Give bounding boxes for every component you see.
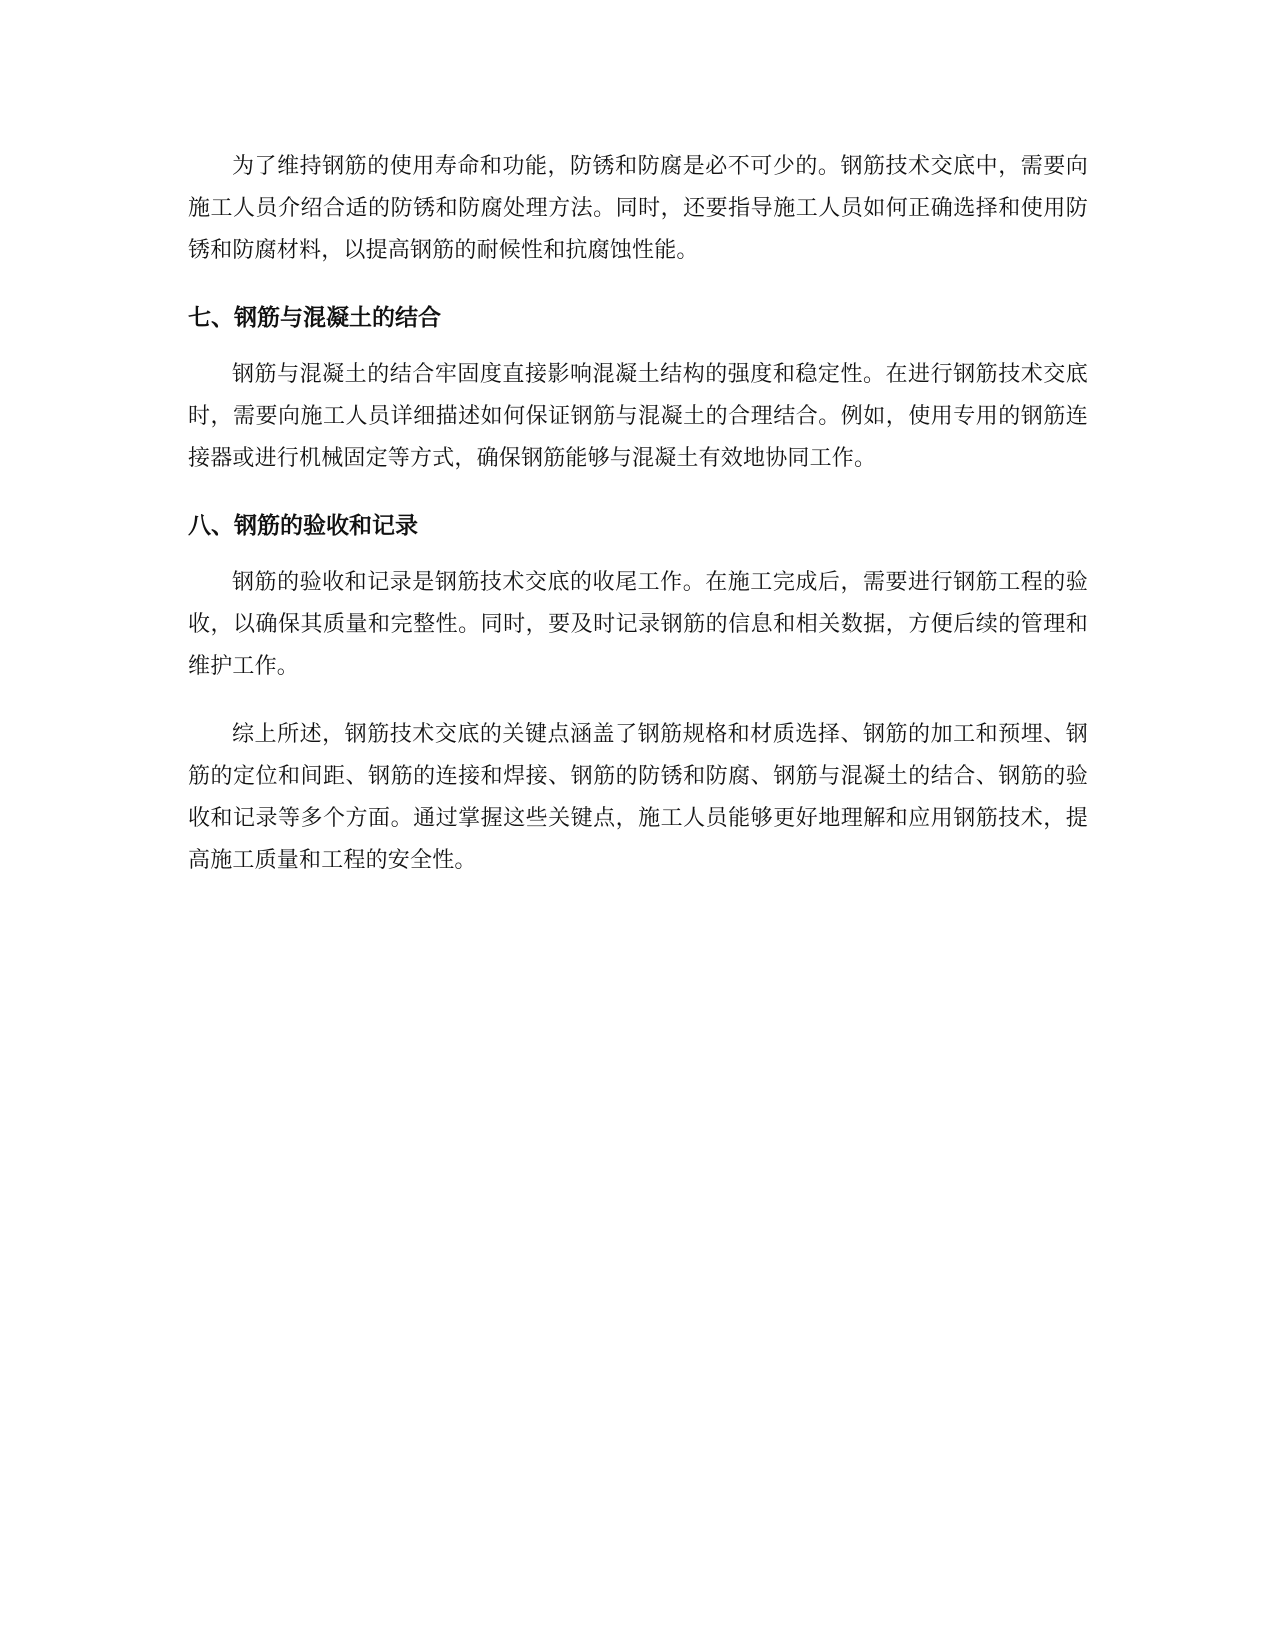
section-8-body: 钢筋的验收和记录是钢筋技术交底的收尾工作。在施工完成后，需要进行钢筋工程的验收，以确保其质量和完整性。同时，要及时记录钢筋的信息和相关数据，方便后续的管理和维护工作。: [188, 570, 1088, 679]
document-page: [188, 146, 1088, 908]
paragraph-rust-prevention: 为了维持钢筋的使用寿命和功能，防锈和防腐是必不可少的。钢筋技术交底中，需要向施工人员介绍合适的防锈和防腐处理方法。同时，还要指导施工人员如何正确选择和使用防锈和防腐材料，以提高钢筋的耐候性和抗腐蚀性能。: [188, 154, 1088, 263]
section-7-heading: 七、钢筋与混凝土的结合: [188, 305, 441, 331]
summary-paragraph: 综上所述，钢筋技术交底的关键点涵盖了钢筋规格和材质选择、钢筋的加工和预埋、钢筋的定位和间距、钢筋的连接和焊接、钢筋的防锈和防腐、钢筋与混凝土的结合、钢筋的验收和记录等多个方面。通过掌握这些关键点，施工人员能够更好地理解和应用钢筋技术，提高施工质量和工程的安全性。: [188, 722, 1088, 873]
section-8-heading: 八、钢筋的验收和记录: [188, 513, 418, 539]
section-7-body: 钢筋与混凝土的结合牢固度直接影响混凝土结构的强度和稳定性。在进行钢筋技术交底时，需要向施工人员详细描述如何保证钢筋与混凝土的合理结合。例如，使用专用的钢筋连接器或进行机械固定等方式，确保钢筋能够与混凝土有效地协同工作。: [188, 362, 1088, 471]
